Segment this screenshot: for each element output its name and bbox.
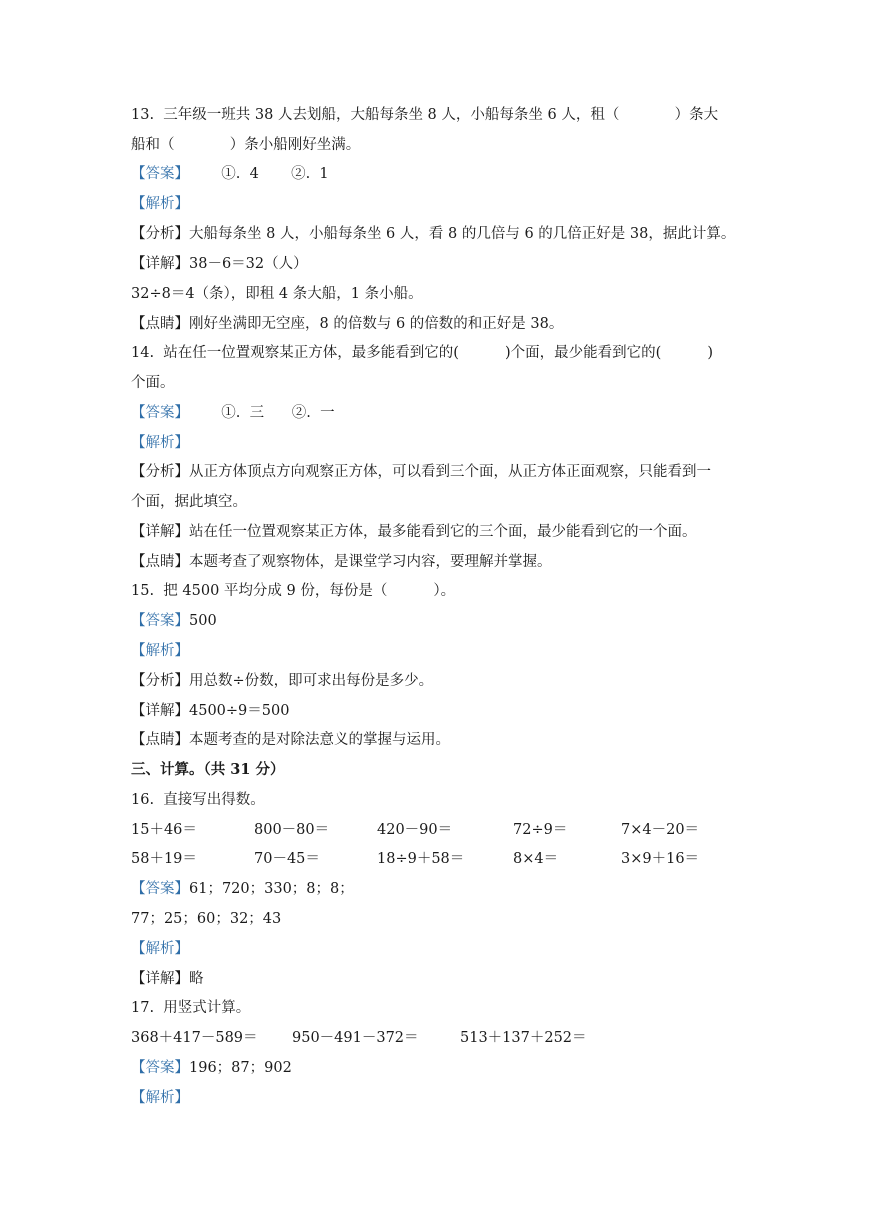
q14-stem-line2: 个面。 — [131, 375, 175, 391]
q14-jiexi-tag: 【解析】 — [131, 435, 189, 451]
q14-dianjing — [131, 552, 552, 572]
dianjing-tag: 【点睛】 — [131, 554, 189, 570]
answer-tag: 【答案】 — [131, 881, 189, 897]
xiangjie-text: 略 — [189, 971, 204, 987]
q17-expr: 368＋417－589＝ — [131, 1030, 258, 1046]
q15-xiangjie — [131, 701, 289, 721]
q13-stem-line1: 13. 三年级一班共 38 人去划船，大船每条坐 8 人，小船每条坐 6 人，租（ ）条大 — [131, 107, 719, 123]
q16-expr: 7×4－20＝ — [621, 822, 700, 838]
answer-tag: 【答案】 — [131, 166, 189, 182]
q13-xiangjie — [131, 254, 308, 274]
q15-answer — [131, 611, 217, 631]
answer-text: ①. 三 ②. 一 — [189, 405, 335, 421]
xiangjie-tag: 【详解】 — [131, 971, 189, 987]
q13-xiangjie-line2: 32÷8＝4（条），即租 4 条大船，1 条小船。 — [131, 286, 423, 302]
q14-fenxi — [131, 462, 711, 482]
fenxi-tag: 【分析】 — [131, 464, 189, 480]
q17-answer — [131, 1058, 292, 1078]
q14-stem-line1: 14. 站在任一位置观察某正方体，最多能看到它的( )个面，最少能看到它的( ) — [131, 345, 714, 361]
fenxi-text: 从正方体顶点方向观察正方体，可以看到三个面，从正方体正面观察，只能看到一 — [189, 464, 711, 480]
q14-answer — [131, 403, 335, 423]
q15-stem: 15. 把 4500 平均分成 9 份，每份是（ ）。 — [131, 583, 456, 599]
dianjing-text: 本题考查的是对除法意义的掌握与运用。 — [189, 732, 450, 748]
q13-jiexi-tag: 【解析】 — [131, 196, 189, 212]
dianjing-text: 本题考查了观察物体，是课堂学习内容，要理解并掌握。 — [189, 554, 552, 570]
q16-answer — [131, 879, 354, 899]
q17-stem: 17. 用竖式计算。 — [131, 1000, 251, 1016]
q17-expr: 950－491－372＝ — [292, 1030, 419, 1046]
q16-expr: 72÷9＝ — [513, 822, 568, 838]
answer-text: 500 — [189, 613, 217, 629]
dianjing-tag: 【点睛】 — [131, 732, 189, 748]
q15-jiexi-tag: 【解析】 — [131, 643, 189, 659]
dianjing-text: 刚好坐满即无空座，8 的倍数与 6 的倍数的和正好是 38。 — [189, 316, 564, 332]
q13-dianjing — [131, 314, 563, 334]
xiangjie-text: 38－6＝32（人） — [189, 256, 308, 272]
q14-xiangjie — [131, 522, 697, 542]
answer-text: 196；87；902 — [189, 1060, 292, 1076]
xiangjie-text: 4500÷9＝500 — [189, 703, 290, 719]
q16-expr: 3×9＋16＝ — [621, 851, 700, 867]
q17-jiexi-tag: 【解析】 — [131, 1090, 189, 1106]
q16-expr: 420－90＝ — [377, 822, 453, 838]
dianjing-tag: 【点睛】 — [131, 316, 189, 332]
q17-expr: 513＋137＋252＝ — [460, 1030, 587, 1046]
q16-expr: 70－45＝ — [254, 851, 320, 867]
answer-text: 61；720；330；8；8； — [189, 881, 354, 897]
q16-expr: 15＋46＝ — [131, 822, 197, 838]
q14-fenxi-line2: 个面，据此填空。 — [131, 494, 247, 510]
q16-expr: 8×4＝ — [513, 851, 559, 867]
answer-tag: 【答案】 — [131, 405, 189, 421]
q16-xiangjie — [131, 969, 204, 989]
answer-text: ①. 4 ②. 1 — [189, 166, 329, 182]
q16-expr: 58＋19＝ — [131, 851, 197, 867]
xiangjie-tag: 【详解】 — [131, 256, 189, 272]
q15-fenxi — [131, 671, 433, 691]
section-title: 三、计算。（共 31 分） — [131, 761, 285, 778]
q16-stem: 16. 直接写出得数。 — [131, 792, 265, 808]
q16-answer-line2: 77；25；60；32；43 — [131, 911, 282, 927]
xiangjie-tag: 【详解】 — [131, 703, 189, 719]
q16-jiexi-tag: 【解析】 — [131, 941, 189, 957]
xiangjie-text: 站在任一位置观察某正方体，最多能看到它的三个面，最少能看到它的一个面。 — [189, 524, 697, 540]
q13-answer — [131, 164, 329, 184]
q16-expr: 18÷9＋58＝ — [377, 851, 465, 867]
xiangjie-tag: 【详解】 — [131, 524, 189, 540]
answer-tag: 【答案】 — [131, 613, 189, 629]
q13-stem-line2: 船和（ ）条小船刚好坐满。 — [131, 137, 361, 153]
q13-fenxi — [131, 224, 735, 244]
fenxi-text: 大船每条坐 8 人，小船每条坐 6 人，看 8 的几倍与 6 的几倍正好是 38，据此计算。 — [189, 226, 736, 242]
fenxi-tag: 【分析】 — [131, 226, 189, 242]
fenxi-text: 用总数÷份数，即可求出每份是多少。 — [189, 673, 434, 689]
q16-expr: 800－80＝ — [254, 822, 330, 838]
q15-dianjing — [131, 730, 450, 750]
answer-tag: 【答案】 — [131, 1060, 189, 1076]
fenxi-tag: 【分析】 — [131, 673, 189, 689]
